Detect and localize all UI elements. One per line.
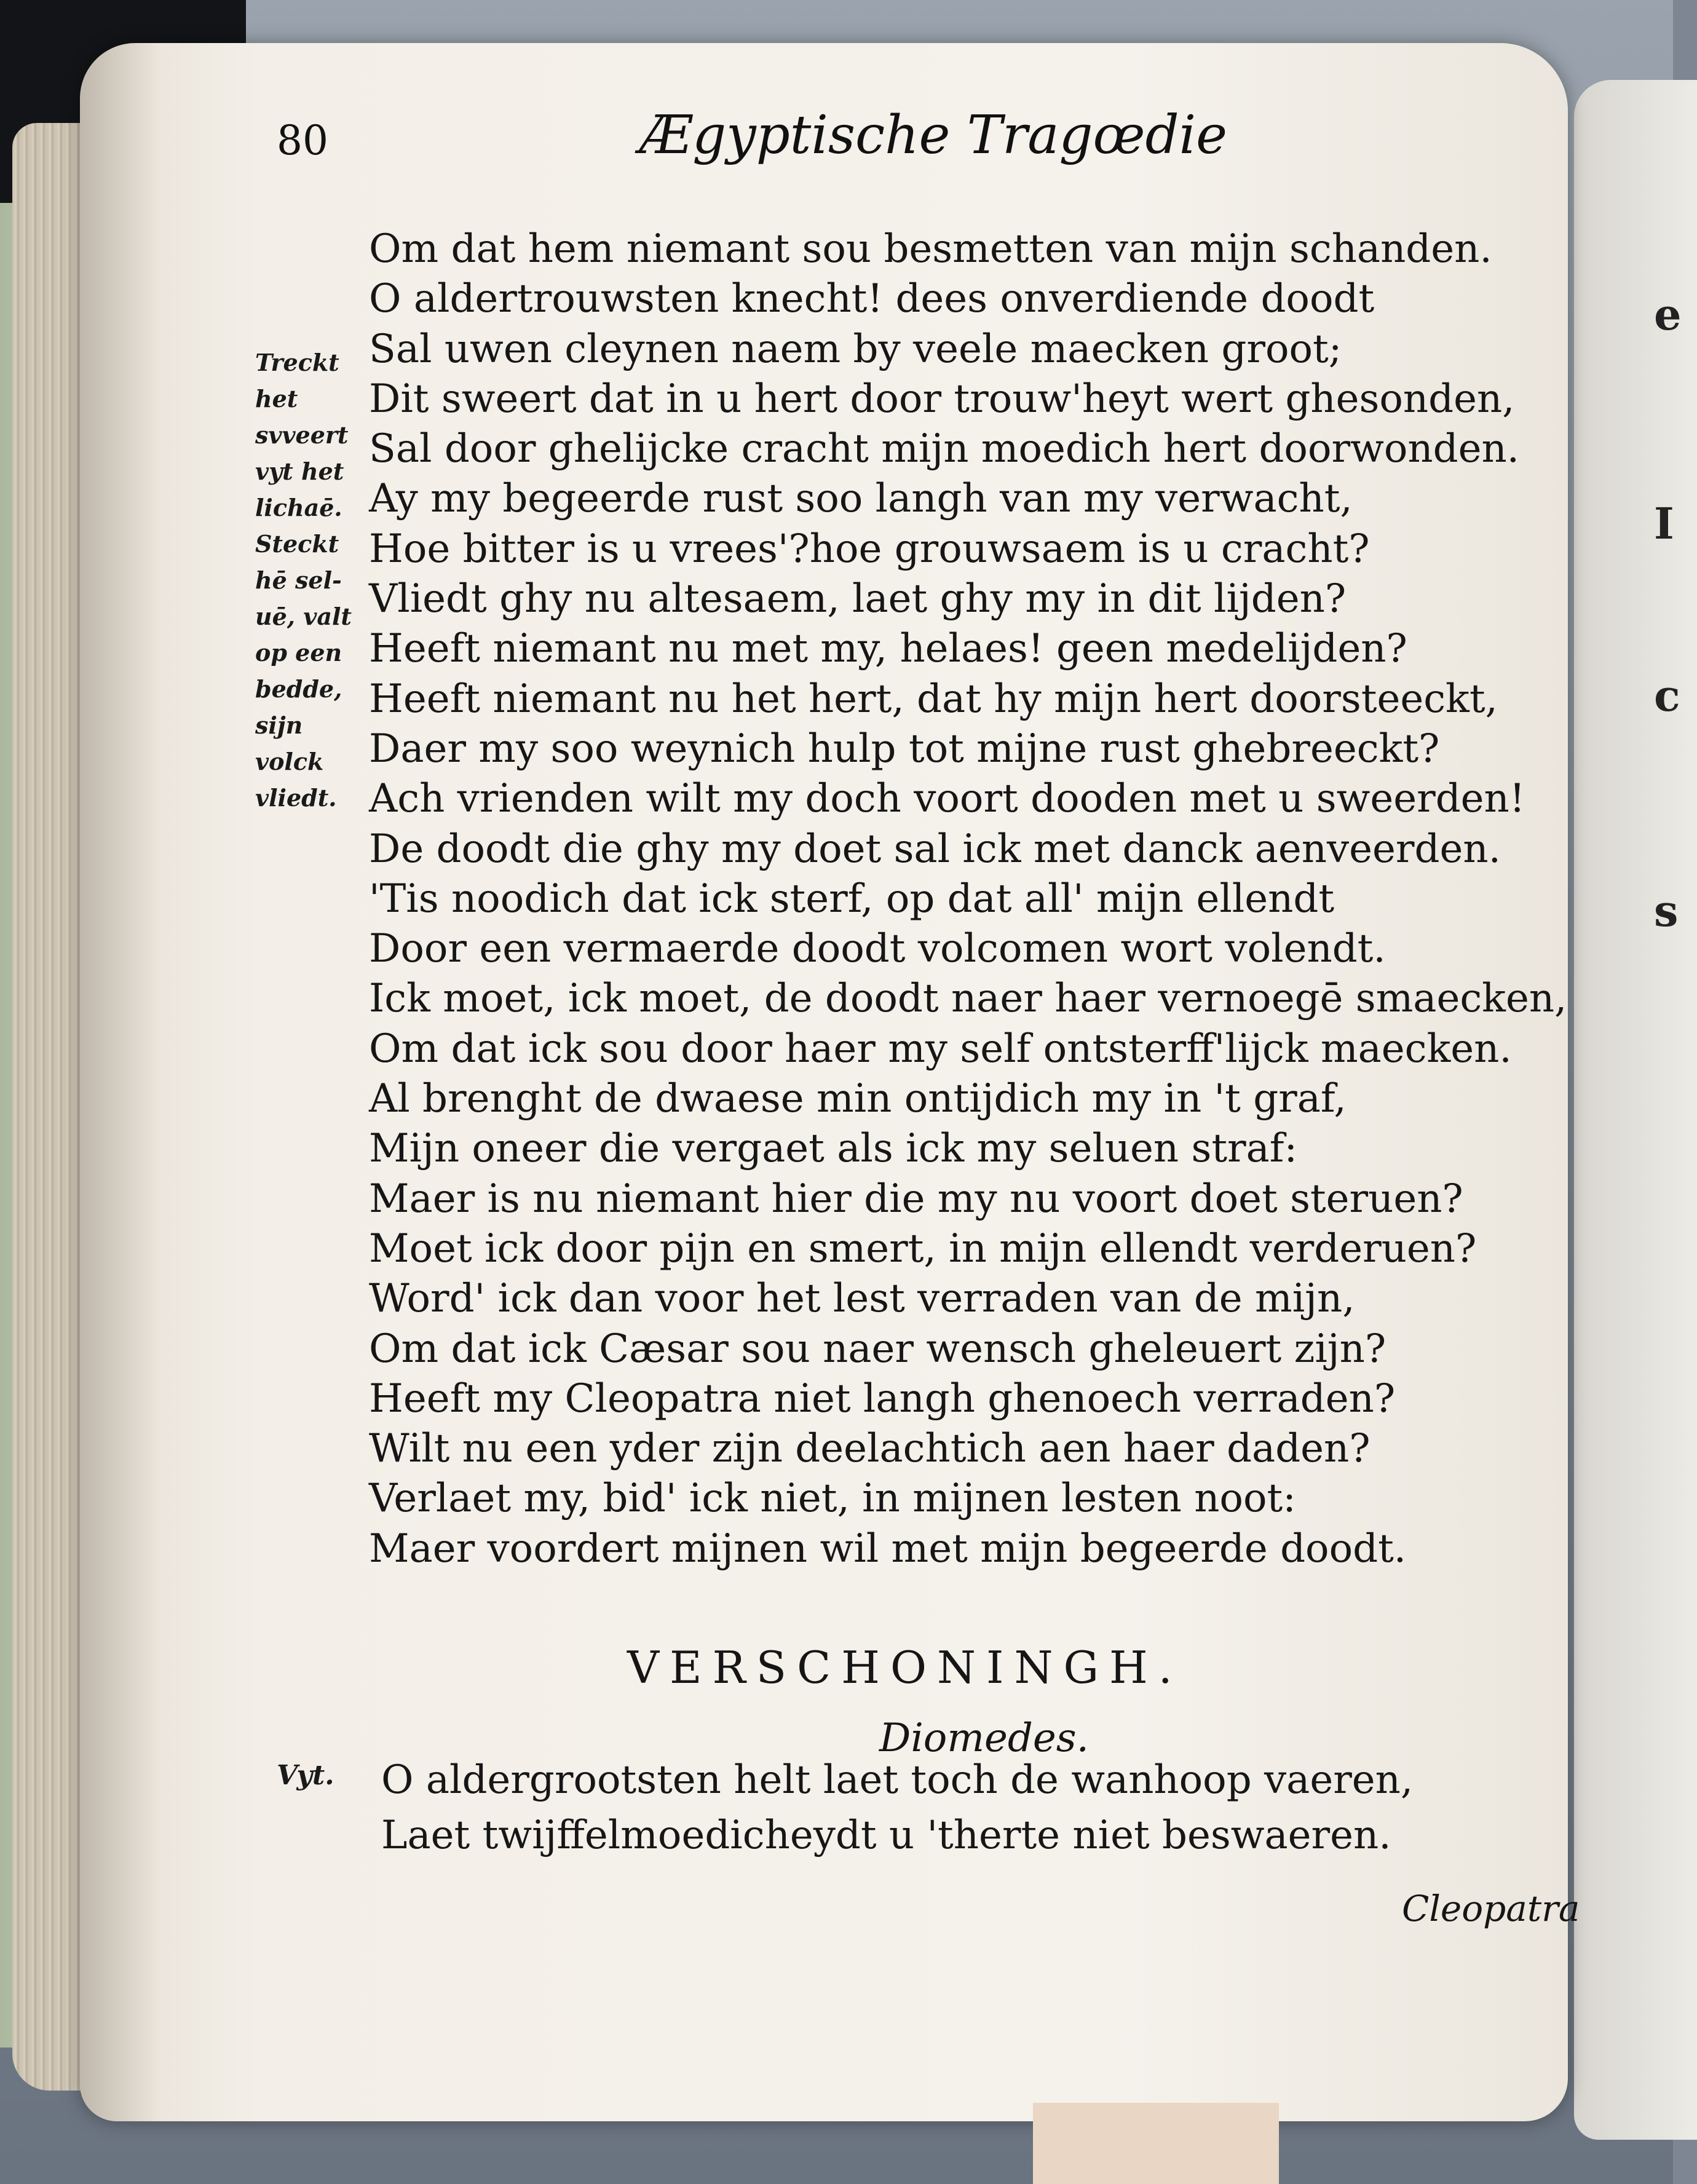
verse-line: Om dat ick sou door haer my self ontsterff'lijck maecken.	[369, 1026, 1512, 1072]
gutter-shadow	[80, 43, 160, 2121]
marginal-line: het	[255, 385, 298, 413]
speech-line: O aldergrootsten helt laet toch de wanhoop vaeren,	[381, 1757, 1414, 1803]
marginal-line: vyt het	[255, 457, 344, 485]
section-title: VERSCHONINGH.	[627, 1642, 1183, 1693]
page-number: 80	[277, 117, 328, 164]
verse-line: Ick moet, ick moet, de doodt naer haer vernoegē smaecken,	[369, 976, 1567, 1022]
speech-line: Laet twijffelmoedicheydt u 'therte niet beswaeren.	[381, 1813, 1391, 1858]
facing-page-fragment: s	[1654, 885, 1679, 936]
speech-marginal-note: Vyt.	[277, 1760, 334, 1791]
verse-line: Maer is nu niemant hier die my nu voort doet steruen?	[369, 1176, 1463, 1222]
verse-line: Mijn oneer die vergaet als ick my seluen straf:	[369, 1126, 1298, 1172]
verse-line: Verlaet my, bid' ick niet, in mijnen lesten noot:	[369, 1476, 1296, 1522]
verse-line: Word' ick dan voor het lest verraden van de mijn,	[369, 1276, 1355, 1322]
marginal-line: bedde,	[255, 675, 342, 703]
verse-line: Heeft niemant nu met my, helaes! geen medelijden?	[369, 626, 1407, 672]
marginal-line: Steckt	[255, 530, 339, 558]
marginal-line: svveert	[255, 421, 349, 449]
verse-line: Door een vermaerde doodt volcomen wort volendt.	[369, 926, 1386, 972]
marginal-line: lichaē.	[255, 494, 342, 521]
verse-line: Wilt nu een yder zijn deelachtich aen haer daden?	[369, 1426, 1371, 1472]
verse-line: Hoe bitter is u vrees'?hoe grouwsaem is u cracht?	[369, 526, 1370, 572]
verse-line: Heeft my Cleopatra niet langh ghenoech verraden?	[369, 1375, 1396, 1422]
facing-page-fragment: c	[1654, 670, 1680, 721]
marginal-line: sijn	[255, 711, 303, 739]
verse-line: Ay my begeerde rust soo langh van my verwacht,	[369, 476, 1353, 522]
verse-line: Moet ick door pijn en smert, in mijn ellendt verderuen?	[369, 1225, 1477, 1272]
marginal-line: Treckt	[255, 349, 339, 376]
facing-page-fragment: I	[1654, 498, 1674, 549]
catchword: Cleopatra	[1402, 1888, 1580, 1929]
facing-page-edge	[1574, 80, 1697, 2140]
paper-tape	[1033, 2103, 1279, 2184]
marginal-line: hē sel-	[255, 566, 342, 594]
speech-block	[381, 1752, 1519, 1863]
verse-line: Vliedt ghy nu altesaem, laet ghy my in dit lijden?	[369, 576, 1347, 622]
verse-line: Ach vrienden wilt my doch voort dooden met u sweerden!	[369, 776, 1525, 822]
verse-line: Maer voordert mijnen wil met mijn begeerde doodt.	[369, 1525, 1407, 1572]
verse-line: Sal door ghelijcke cracht mijn moedich hert doorwonden.	[369, 426, 1519, 472]
verse-line: Heeft niemant nu het hert, dat hy mijn hert doorsteeckt,	[369, 676, 1498, 722]
verse-line: 'Tis noodich dat ick sterf, op dat all' mijn ellendt	[369, 876, 1335, 922]
verse-line: Al brenght de dwaese min ontijdich my in 't graf,	[369, 1076, 1347, 1122]
page-header	[277, 105, 1445, 178]
verse-line: Sal uwen cleynen naem by veele maecken groot;	[369, 326, 1342, 372]
marginal-line: uē, valt	[255, 603, 352, 630]
verse-line: Dit sweert dat in u hert door trouw'heyt wert ghesonden,	[369, 376, 1515, 422]
facing-page-fragment: e	[1654, 289, 1682, 340]
marginal-line: volck	[255, 748, 324, 775]
running-title: Ægyptische Tragœdie	[639, 105, 1228, 166]
marginal-line: op een	[255, 639, 342, 667]
verse-line: Om dat hem niemant sou besmetten van mijn schanden.	[369, 226, 1492, 272]
verse-line: Daer my soo weynich hulp tot mijne rust ghebreeckt?	[369, 726, 1440, 772]
verse-line: O aldertrouwsten knecht! dees onverdiende doodt	[369, 276, 1375, 322]
marginal-line: vliedt.	[255, 784, 337, 812]
verse-line: De doodt die ghy my doet sal ick met danck aenveerden.	[369, 826, 1501, 872]
verse-line: Om dat ick Cæsar sou naer wensch gheleuert zijn?	[369, 1326, 1386, 1372]
marginal-stage-direction	[255, 344, 360, 816]
speaker-name: Diomedes.	[879, 1715, 1089, 1761]
verse-block	[369, 224, 1567, 1574]
